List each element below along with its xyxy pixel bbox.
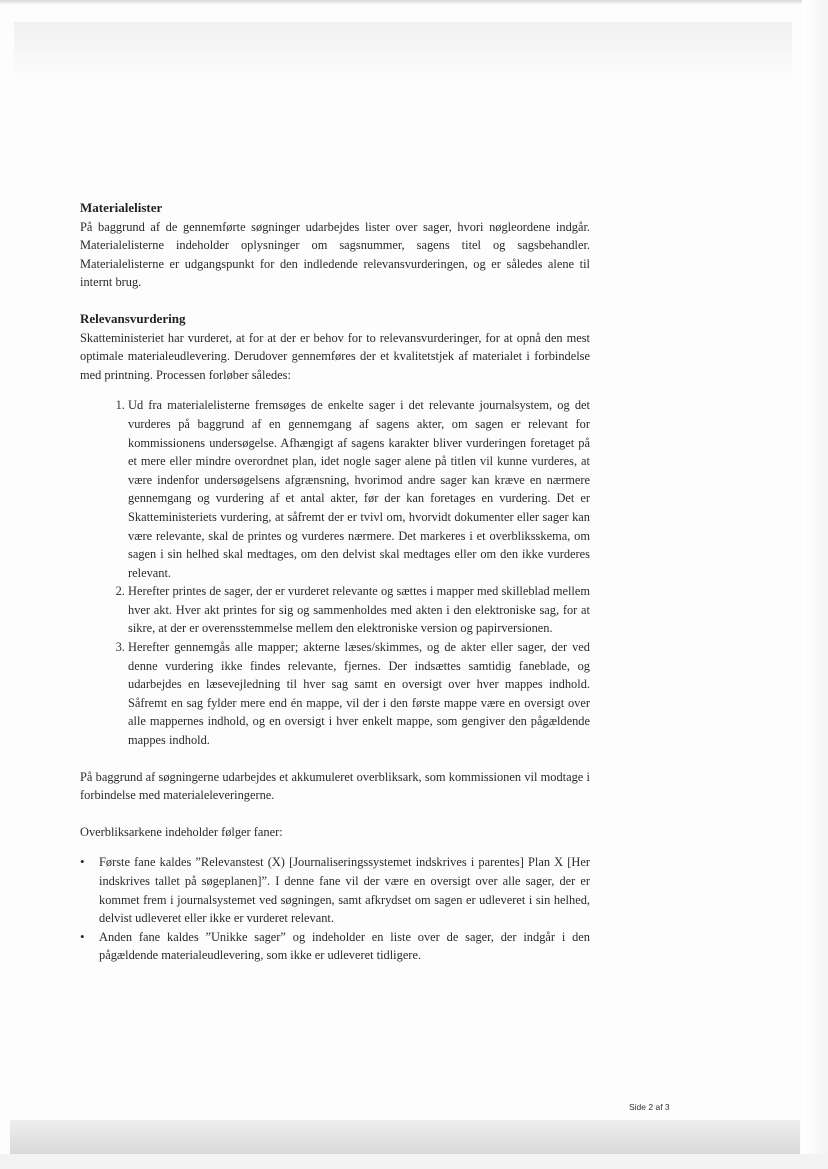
paragraph-tabs-intro: Overbliksarkene indeholder følger faner:: [80, 824, 283, 839]
scan-edge-bottom: [0, 1154, 828, 1169]
process-steps-list: [80, 396, 590, 749]
bullet-item: [80, 928, 590, 965]
paragraph-materialelister: På baggrund af de gennemførte søgninger udarbejdes lister over sager, hvori nøgleordene indgår. Materialelisterne indeholder oplysninger om sagsnummer, sagens titel og sagsbehandler. Materialelisterne er udgangspunkt for den indledende relevansvurderingen, og er således alene til internt brug.: [80, 219, 590, 290]
paragraph-relevansvurdering: Skatteministeriet har vurderet, at for at der er behov for to relevansvurderinger, for at opnå den mest optimale materialeudlevering. Derudover gennemføres der et kvalitetstjek af materialet i forbindelse med printning. Processen forløber således:: [80, 330, 590, 382]
process-step: 3. Herefter gennemgås alle mapper; akterne læses/skimmes, og de akter eller sager, der ved denne vurdering ikke findes relevante, fjernes. Der indsættes samtidig faneblade, og udarbejdes en læsevejledning til hver sag samt en oversigt over hver mappes indhold. Såfremt en sag fylder mere end én mappe, vil der i den første mappe være en oversigt over alle mappernes indhold, og en oversigt i hver enkelt mappe, som gengiver den pågældende mappes indhold.: [128, 638, 590, 750]
section-gap: [80, 292, 590, 310]
scan-shade-bottom: [10, 1120, 800, 1154]
tabs-bullet-list: [80, 853, 590, 965]
paragraph-overbliksark: På baggrund af søgningerne udarbejdes et akkumuleret overbliksark, som kommissionen vil modtage i forbindelse med materialeleveringerne.: [80, 769, 590, 803]
scan-edge-top: [0, 0, 828, 4]
page-number-label: Side 2 af 3: [629, 1102, 670, 1112]
section-gap: [80, 805, 590, 823]
heading-materialelister: Materialelister: [80, 200, 163, 215]
scan-edge-right: [802, 0, 828, 1169]
bullet-text: Anden fane kaldes ”Unikke sager” og indeholder en liste over de sager, der indgår i den pågældende materialeudlevering, som ikke er udleveret tidligere.: [99, 929, 590, 963]
bullet-icon: •: [80, 928, 85, 944]
bullet-icon: •: [80, 854, 85, 870]
document-body: [80, 199, 590, 965]
bullet-item: [80, 853, 590, 927]
process-step: 2. Herefter printes de sager, der er vurderet relevante og sættes i mapper med skilleblad mellem hver akt. Hver akt printes for sig og sammenholdes med akten i den elektroniske sag, for at sikre, at der er overensstemmelse mellem den elektroniske version og papirversionen.: [128, 582, 590, 638]
heading-relevansvurdering: Relevansvurdering: [80, 310, 186, 326]
scan-shade-top: [14, 22, 792, 82]
bullet-text: Første fane kaldes ”Relevanstest (X) [Journaliseringssystemet indskrives i parentes] Plan X [Her indskrives tallet på søgeplanen]”. I denne fane vil der være en oversigt over alle sager, der er kommet frem i journalsystemet ved søgningen, samt afkrydset om sagen er udleveret i sin helhed, delvist udleveret eller ikke er vurderet relevant.: [99, 855, 590, 926]
process-step: 1. Ud fra materialelisterne fremsøges de enkelte sager i det relevante journalsystem, og det vurderes på baggrund af en gennemgang af sagens akter, om sagen er relevant for kommissionens undersøgelse. Afhængigt af sagens karakter bliver vurderingen foretaget på et mere eller mindre overordnet plan, idet nogle sager alene på titlen vil kunne vurderes, at være indenfor undersøgelsens afgrænsning, hvorimod andre sager kan kræve en nærmere gennemgang og vurdering af et antal akter, før der kan foretages en vurdering. Det er Skatteministeriets vurdering, at såfremt der er tvivl om, hvorvidt dokumenter eller sager kan være relevante, skal de printes og vurderes nærmere. Det markeres i et overbliksskema, om sagen i sin helhed skal medtages, om den delvist skal medtages eller om den ikke vurderes relevant.: [128, 396, 590, 582]
section-gap: [80, 750, 590, 768]
